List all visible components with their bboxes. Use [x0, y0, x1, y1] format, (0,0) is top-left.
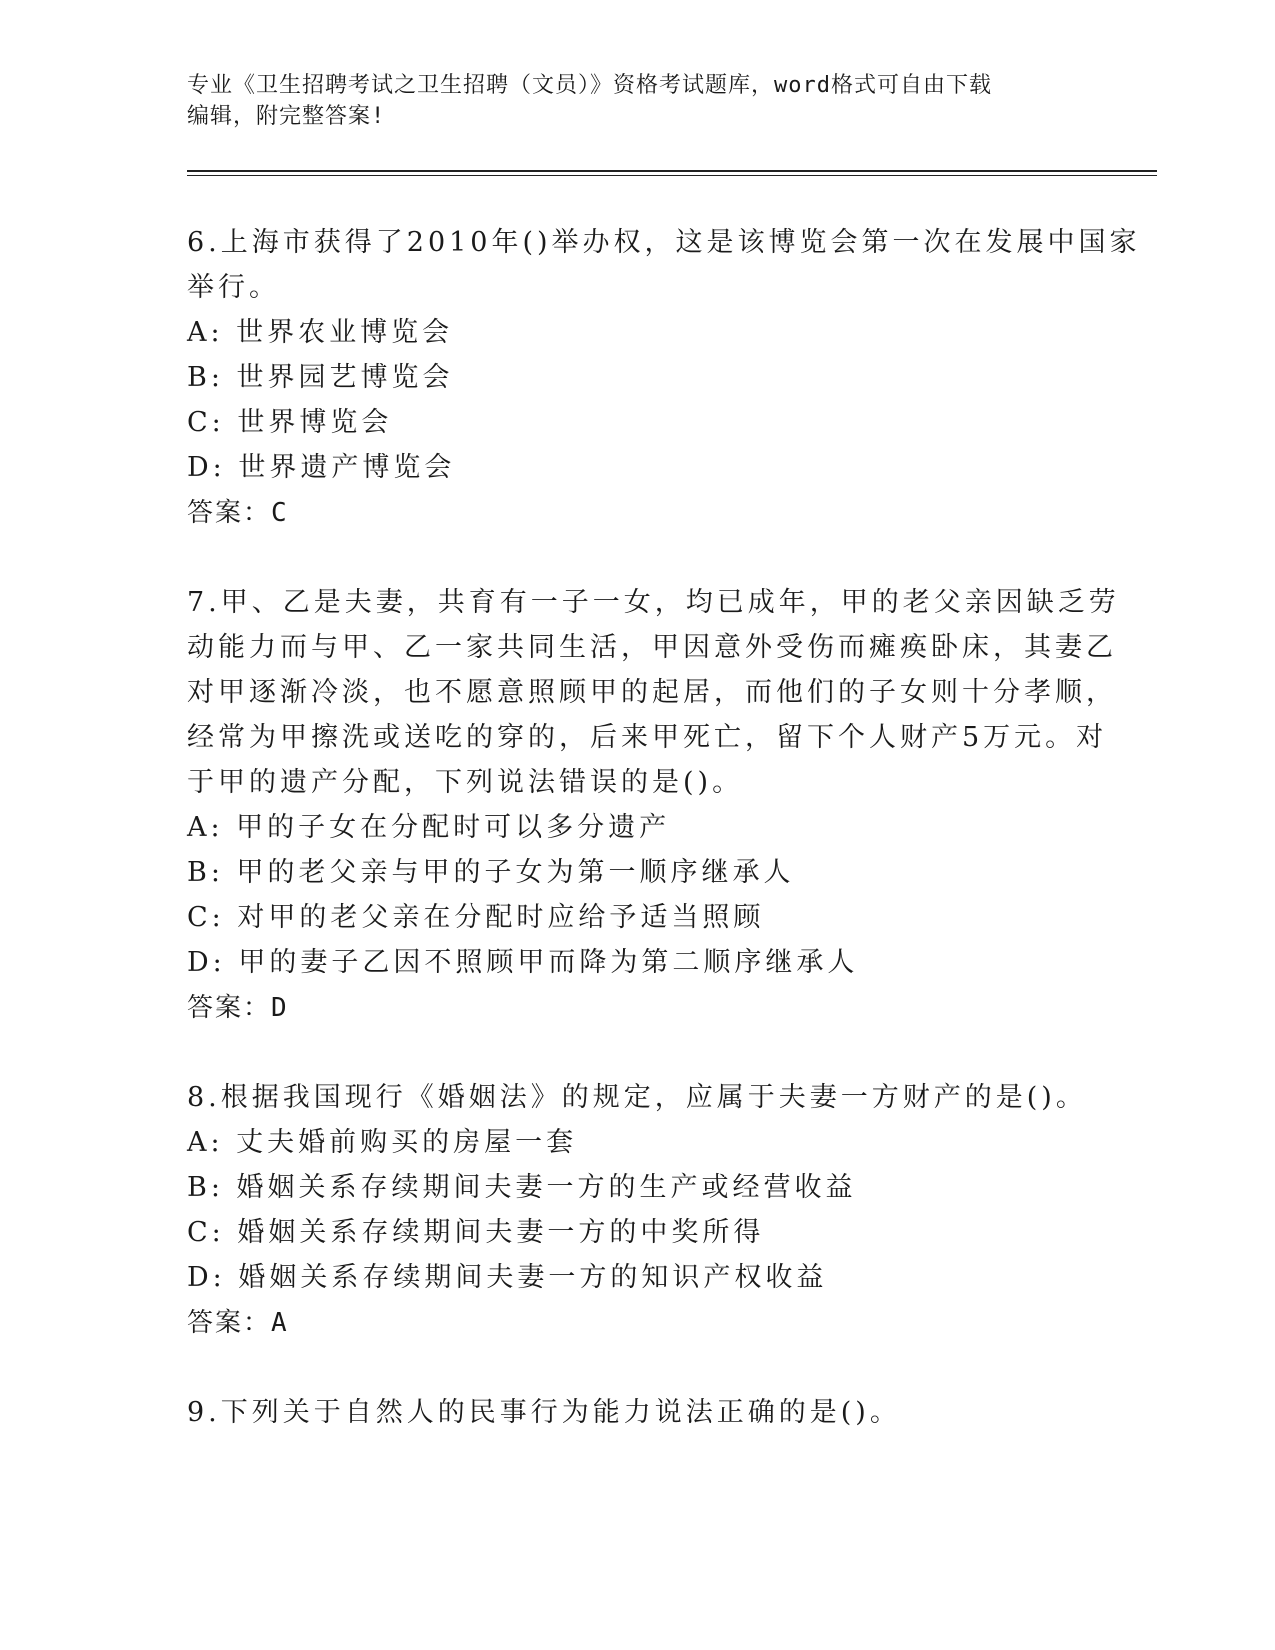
stem-line: 6.上海市获得了2010年()举办权，这是该博览会第一次在发展中国家 — [187, 227, 1141, 258]
document-page — [187, 70, 1157, 1435]
answer-line — [187, 1300, 1157, 1346]
question-6 — [187, 220, 1157, 536]
stem-line: 对甲逐渐冷淡，也不愿意照顾甲的起居，而他们的子女则十分孝顺， — [187, 677, 1117, 708]
option-d: D: 婚姻关系存续期间夫妻一方的知识产权收益 — [187, 1262, 828, 1293]
document-header — [187, 70, 1157, 132]
question-9 — [187, 1390, 1157, 1435]
header-line-1: 专业《卫生招聘考试之卫生招聘（文员）》资格考试题库，word格式可自由下载 — [187, 73, 992, 98]
answer-label: 答案： — [187, 1308, 272, 1338]
stem-line: 于甲的遗产分配，下列说法错误的是()。 — [187, 767, 744, 798]
option-b: B: 婚姻关系存续期间夫妻一方的生产或经营收益 — [187, 1172, 857, 1203]
question-stem — [187, 1390, 1157, 1435]
answer-value: D — [271, 993, 287, 1023]
answer-label: 答案： — [187, 498, 272, 528]
answer-line — [187, 490, 1157, 536]
option-d: D: 甲的妻子乙因不照顾甲而降为第二顺序继承人 — [187, 947, 859, 978]
stem-line: 举行。 — [187, 272, 280, 303]
question-8 — [187, 1075, 1157, 1346]
option-c: C: 对甲的老父亲在分配时应给予适当照顾 — [187, 902, 765, 933]
stem-line: 经常为甲擦洗或送吃的穿的，后来甲死亡，留下个人财产5万元。对 — [187, 722, 1108, 753]
stem-line: 8.根据我国现行《婚姻法》的规定，应属于夫妻一方财产的是()。 — [187, 1082, 1087, 1113]
option-c: C: 婚姻关系存续期间夫妻一方的中奖所得 — [187, 1217, 765, 1248]
option-c: C: 世界博览会 — [187, 407, 393, 438]
question-stem — [187, 580, 1157, 805]
header-line-2: 编辑，附完整答案! — [187, 104, 386, 129]
answer-value: C — [271, 498, 287, 528]
stem-line: 动能力而与甲、乙一家共同生活，甲因意外受伤而瘫痪卧床，其妻乙 — [187, 632, 1117, 663]
option-b: B: 世界园艺博览会 — [187, 362, 454, 393]
option-d: D: 世界遗产博览会 — [187, 452, 456, 483]
option-a: A: 甲的子女在分配时可以多分遗产 — [187, 812, 671, 843]
question-stem — [187, 220, 1157, 310]
question-7 — [187, 580, 1157, 1031]
option-b: B: 甲的老父亲与甲的子女为第一顺序继承人 — [187, 857, 795, 888]
answer-line — [187, 985, 1157, 1031]
header-divider — [187, 170, 1157, 176]
answer-value: A — [271, 1308, 287, 1338]
option-a: A: 丈夫婚前购买的房屋一套 — [187, 1127, 578, 1158]
answer-label: 答案： — [187, 993, 272, 1023]
stem-line: 9.下列关于自然人的民事行为能力说法正确的是()。 — [187, 1397, 901, 1428]
option-a: A: 世界农业博览会 — [187, 317, 454, 348]
stem-line: 7.甲、乙是夫妻，共育有一子一女，均已成年，甲的老父亲因缺乏劳 — [187, 587, 1120, 618]
question-stem — [187, 1075, 1157, 1120]
